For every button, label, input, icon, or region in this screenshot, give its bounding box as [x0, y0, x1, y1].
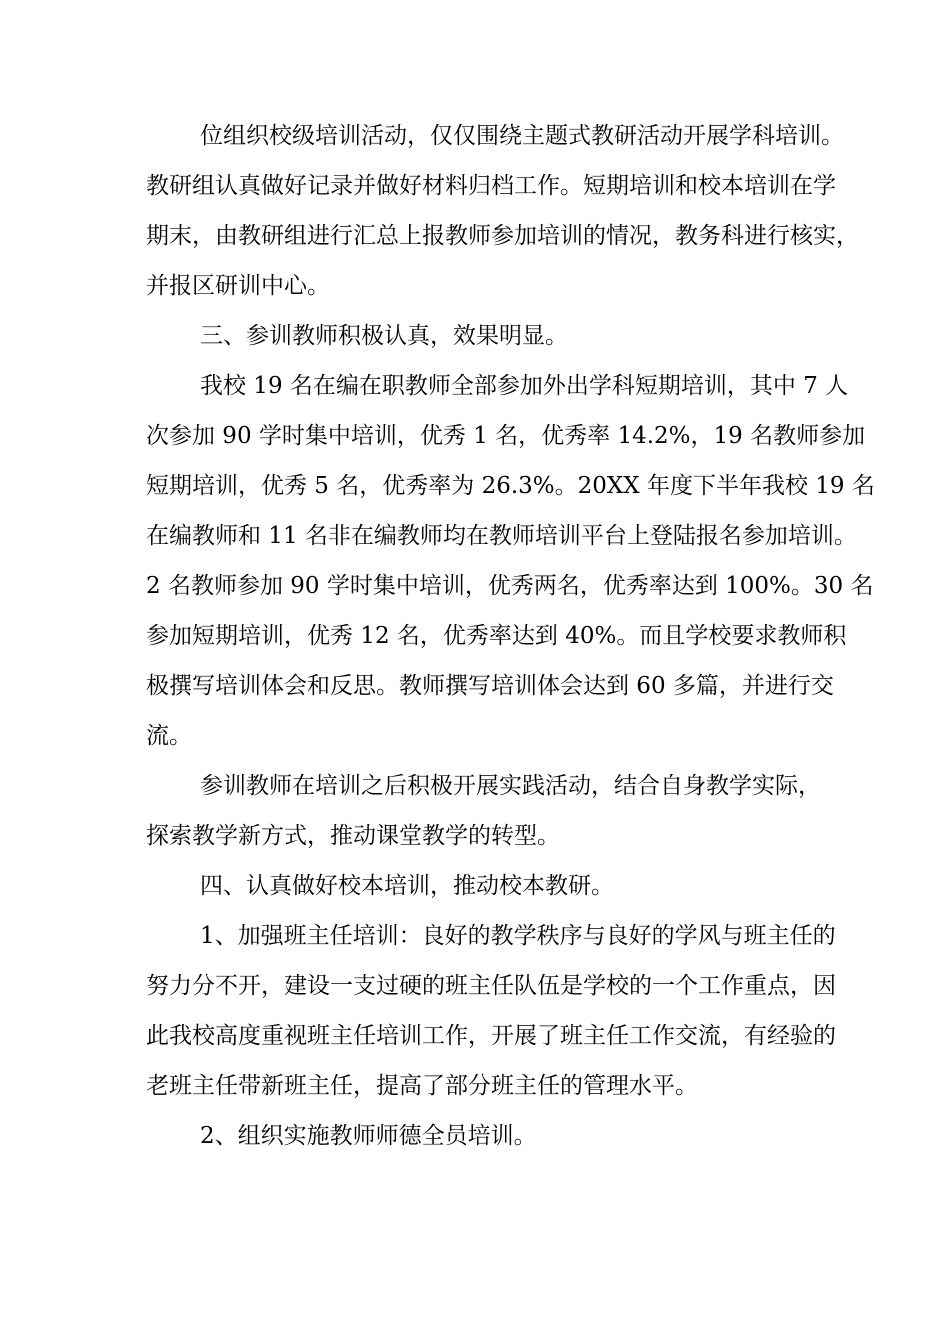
- text-line: 位组织校级培训活动，仅仅围绕主题式教研活动开展学科培训。: [200, 123, 844, 149]
- text-line: 次参加 90 学时集中培训，优秀 1 名，优秀率 14.2%，19 名教师参加: [146, 423, 866, 449]
- text-line: 流。: [146, 723, 192, 749]
- text-line: 此我校高度重视班主任培训工作，开展了班主任工作交流，有经验的: [146, 1023, 836, 1049]
- text-line: 我校 19 名在编在职教师全部参加外出学科短期培训，其中 7 人: [200, 373, 849, 399]
- section-heading: 三、参训教师积极认真，效果明显。: [200, 323, 568, 349]
- text-line: 参加短期培训，优秀 12 名，优秀率达到 40%。而且学校要求教师积: [146, 623, 847, 649]
- section-heading: 四、认真做好校本培训，推动校本教研。: [200, 873, 614, 899]
- text-line: 老班主任带新班主任，提高了部分班主任的管理水平。: [146, 1073, 698, 1099]
- text-line: 教研组认真做好记录并做好材料归档工作。短期培训和校本培训在学: [146, 173, 836, 199]
- text-line: 在编教师和 11 名非在编教师均在教师培训平台上登陆报名参加培训。: [146, 523, 857, 549]
- text-line: 1、加强班主任培训：良好的教学秩序与良好的学风与班主任的: [200, 923, 836, 949]
- text-line: 参训教师在培训之后积极开展实践活动，结合自身教学实际，: [200, 773, 821, 799]
- text-line: 2、组织实施教师师德全员培训。: [200, 1123, 537, 1149]
- text-line: 并报区研训中心。: [146, 273, 330, 299]
- text-line: 努力分不开，建设一支过硬的班主任队伍是学校的一个工作重点，因: [146, 973, 836, 999]
- text-line: 探索教学新方式，推动课堂教学的转型。: [146, 823, 560, 849]
- text-line: 2 名教师参加 90 学时集中培训，优秀两名，优秀率达到 100%。30 名: [146, 573, 874, 599]
- text-line: 期末，由教研组进行汇总上报教师参加培训的情况，教务科进行核实，: [146, 223, 859, 249]
- text-line: 极撰写培训体会和反思。教师撰写培训体会达到 60 多篇，并进行交: [146, 673, 834, 699]
- text-line: 短期培训，优秀 5 名，优秀率为 26.3%。20XX 年度下半年我校 19 名: [146, 473, 875, 499]
